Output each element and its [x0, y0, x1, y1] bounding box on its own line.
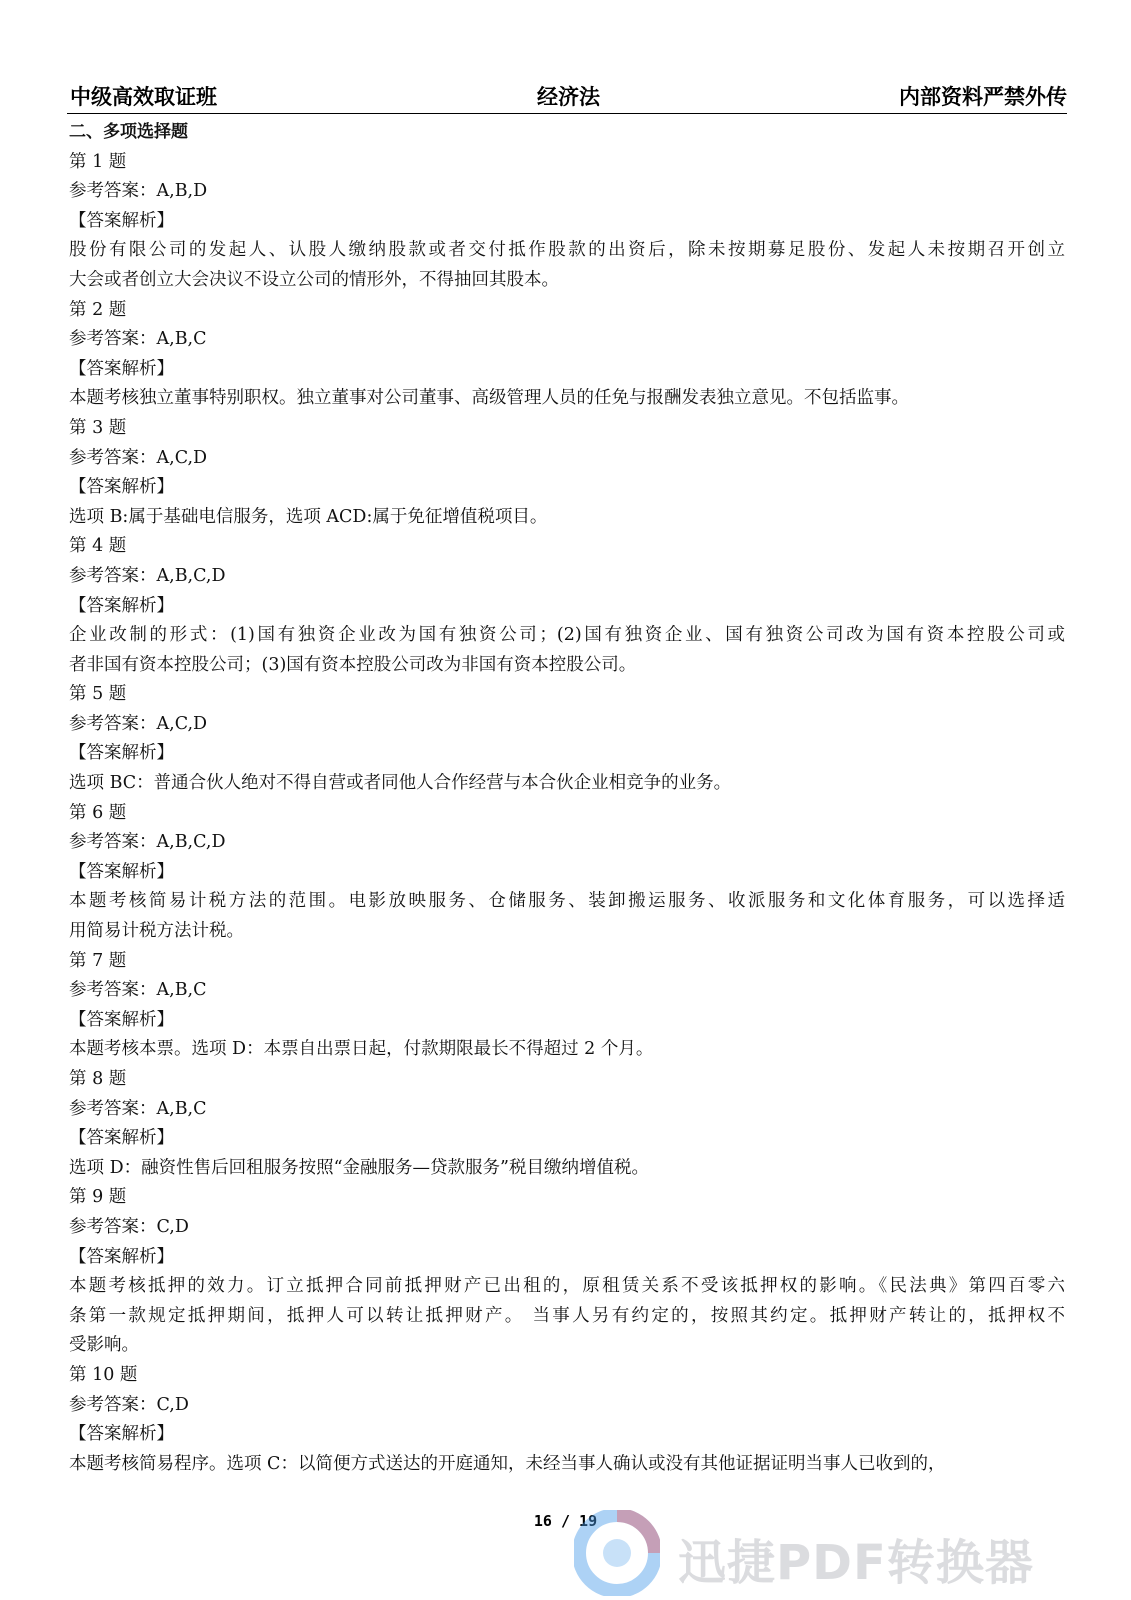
analysis-text-line: 选项 D：融资性售后回租服务按照“金融服务—贷款服务”税目缴纳增值税。: [69, 1157, 649, 1178]
question-title: 第 6 题: [69, 802, 127, 823]
reference-answer: 参考答案：A,B,C: [69, 1098, 207, 1119]
analysis-text-line: 用简易计税方法计税。: [69, 921, 244, 942]
watermark-text: 迅捷PDF转换器: [678, 1535, 1034, 1591]
question-title: 第 2 题: [69, 299, 127, 320]
analysis-label: 【答案解析】: [69, 595, 174, 616]
answer-key-body: [69, 118, 1065, 1479]
header-course-name: 中级高效取证班: [70, 85, 217, 109]
analysis-text-line: 者非国有资本控股公司；(3)国有资本控股公司改为非国有资本控股公司。: [69, 654, 637, 675]
question-title: 第 9 题: [69, 1187, 127, 1208]
analysis-text-line: 条第一款规定抵押期间，抵押人可以转让抵押财产。 当事人另有约定的，按照其约定。抵押财产转让的，抵押权不: [69, 1305, 1065, 1326]
reference-answer: 参考答案：C,D: [69, 1394, 189, 1415]
header-rule: [67, 113, 1067, 114]
reference-answer: 参考答案：A,C,D: [69, 447, 208, 468]
reference-answer: 参考答案：A,C,D: [69, 713, 208, 734]
analysis-text-line: 本题考核抵押的效力。订立抵押合同前抵押财产已出租的，原租赁关系不受该抵押权的影响。《民法典》第四百零六: [69, 1276, 1065, 1297]
question-title: 第 4 题: [69, 536, 127, 557]
analysis-text-line: 本题考核独立董事特别职权。独立董事对公司董事、高级管理人员的任免与报酬发表独立意见。不包括监事。: [69, 388, 909, 409]
analysis-text-line: 本题考核简易程序。选项 C：以简便方式送达的开庭通知，未经当事人确认或没有其他证据证明当事人已收到的，: [69, 1453, 946, 1474]
question-title: 第 10 题: [69, 1364, 138, 1385]
analysis-label: 【答案解析】: [69, 861, 174, 882]
analysis-label: 【答案解析】: [69, 358, 174, 379]
analysis-label: 【答案解析】: [69, 1009, 174, 1030]
reference-answer: 参考答案：A,B,D: [69, 181, 208, 202]
analysis-label: 【答案解析】: [69, 210, 174, 231]
analysis-text-line: 大会或者创立大会决议不设立公司的情形外，不得抽回其股本。: [69, 269, 559, 290]
analysis-text-line: 选项 BC：普通合伙人绝对不得自营或者同他人合作经营与本合伙企业相竞争的业务。: [69, 773, 732, 794]
reference-answer: 参考答案：A,B,C: [69, 980, 207, 1001]
question-title: 第 5 题: [69, 684, 127, 705]
reference-answer: 参考答案：A,B,C,D: [69, 565, 226, 586]
analysis-label: 【答案解析】: [69, 1424, 174, 1445]
section-title: 二、多项选择题: [69, 122, 188, 142]
analysis-label: 【答案解析】: [69, 743, 174, 764]
reference-answer: 参考答案：C,D: [69, 1216, 189, 1237]
page-number: 16 / 19: [533, 1512, 598, 1530]
page-header: [70, 82, 1067, 112]
analysis-text-line: 本题考核本票。选项 D：本票自出票日起，付款期限最长不得超过 2 个月。: [69, 1039, 654, 1060]
question-title: 第 3 题: [69, 417, 127, 438]
reference-answer: 参考答案：A,B,C: [69, 329, 207, 350]
pdf-converter-logo-icon: [574, 1510, 660, 1596]
header-confidential-note: 内部资料严禁外传: [899, 85, 1067, 109]
analysis-text-line: 受影响。: [69, 1335, 139, 1356]
header-subject: 经济法: [537, 85, 600, 109]
analysis-text-line: 选项 B:属于基础电信服务，选项 ACD:属于免征增值税项目。: [69, 506, 548, 527]
analysis-text-line: 本题考核简易计税方法的范围。电影放映服务、仓储服务、装卸搬运服务、收派服务和文化体育服务，可以选择适: [69, 891, 1065, 912]
analysis-label: 【答案解析】: [69, 477, 174, 498]
analysis-label: 【答案解析】: [69, 1128, 174, 1149]
watermark: [574, 1510, 1094, 1590]
analysis-text-line: 企业改制的形式：(1)国有独资企业改为国有独资公司；(2)国有独资企业、国有独资公司改为国有资本控股公司或: [69, 625, 1065, 646]
reference-answer: 参考答案：A,B,C,D: [69, 832, 226, 853]
question-title: 第 1 题: [69, 151, 127, 172]
question-title: 第 8 题: [69, 1069, 127, 1089]
analysis-text-line: 股份有限公司的发起人、认股人缴纳股款或者交付抵作股款的出资后，除未按期募足股份、发起人未按期召开创立: [69, 240, 1065, 261]
question-title: 第 7 题: [69, 950, 127, 971]
analysis-label: 【答案解析】: [69, 1246, 174, 1267]
